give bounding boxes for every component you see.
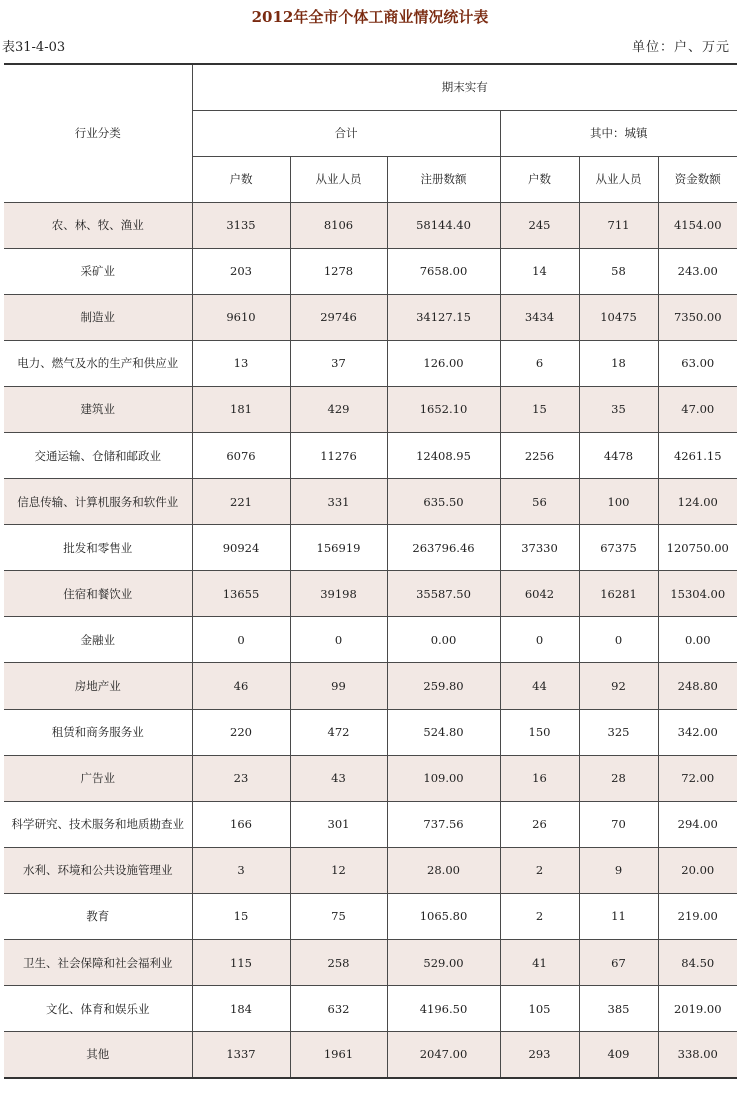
cell-urban-households: 2 xyxy=(500,847,579,893)
row-category: 建筑业 xyxy=(4,386,192,432)
cell-urban-employees: 100 xyxy=(579,479,658,525)
table-row xyxy=(4,202,737,248)
cell-urban-households: 44 xyxy=(500,663,579,709)
cell-households: 90924 xyxy=(192,525,290,571)
cell-employees: 75 xyxy=(290,893,387,939)
cell-employees: 1278 xyxy=(290,248,387,294)
cell-capital-amount: 248.80 xyxy=(658,663,737,709)
cell-registered-amount: 34127.15 xyxy=(387,294,500,340)
cell-urban-households: 2256 xyxy=(500,432,579,478)
cell-urban-employees: 4478 xyxy=(579,432,658,478)
cell-urban-employees: 28 xyxy=(579,755,658,801)
cell-registered-amount: 2047.00 xyxy=(387,1032,500,1078)
cell-urban-households: 15 xyxy=(500,386,579,432)
page-title: 2012年全市个体工商业情况统计表 xyxy=(251,8,489,26)
table-row xyxy=(4,525,737,571)
cell-registered-amount: 0.00 xyxy=(387,617,500,663)
cell-registered-amount: 35587.50 xyxy=(387,571,500,617)
header-group-total: 合计 xyxy=(192,110,500,156)
row-category: 卫生、社会保障和社会福利业 xyxy=(4,940,192,986)
row-category: 租赁和商务服务业 xyxy=(4,709,192,755)
cell-urban-employees: 9 xyxy=(579,847,658,893)
cell-households: 15 xyxy=(192,893,290,939)
cell-capital-amount: 15304.00 xyxy=(658,571,737,617)
cell-urban-employees: 92 xyxy=(579,663,658,709)
header-col-urban-households: 户数 xyxy=(500,156,579,202)
cell-households: 184 xyxy=(192,986,290,1032)
cell-registered-amount: 4196.50 xyxy=(387,986,500,1032)
cell-urban-employees: 0 xyxy=(579,617,658,663)
table-row xyxy=(4,340,737,386)
cell-urban-employees: 67 xyxy=(579,940,658,986)
header-period: 期末实有 xyxy=(192,64,737,110)
row-category: 电力、燃气及水的生产和供应业 xyxy=(4,340,192,386)
table-row xyxy=(4,479,737,525)
cell-households: 3 xyxy=(192,847,290,893)
table-row xyxy=(4,940,737,986)
cell-capital-amount: 4154.00 xyxy=(658,202,737,248)
cell-households: 166 xyxy=(192,801,290,847)
header-col-employees: 从业人员 xyxy=(290,156,387,202)
table-row xyxy=(4,294,737,340)
row-category: 交通运输、仓储和邮政业 xyxy=(4,432,192,478)
cell-urban-households: 105 xyxy=(500,986,579,1032)
table-row xyxy=(4,617,737,663)
cell-urban-households: 16 xyxy=(500,755,579,801)
cell-households: 115 xyxy=(192,940,290,986)
table-row xyxy=(4,432,737,478)
cell-registered-amount: 12408.95 xyxy=(387,432,500,478)
cell-employees: 258 xyxy=(290,940,387,986)
cell-urban-households: 293 xyxy=(500,1032,579,1078)
cell-employees: 39198 xyxy=(290,571,387,617)
table-row xyxy=(4,755,737,801)
cell-employees: 12 xyxy=(290,847,387,893)
cell-households: 6076 xyxy=(192,432,290,478)
cell-urban-employees: 325 xyxy=(579,709,658,755)
table-row xyxy=(4,801,737,847)
row-category: 采矿业 xyxy=(4,248,192,294)
cell-employees: 99 xyxy=(290,663,387,709)
cell-registered-amount: 7658.00 xyxy=(387,248,500,294)
cell-registered-amount: 126.00 xyxy=(387,340,500,386)
cell-registered-amount: 1065.80 xyxy=(387,893,500,939)
header-row-period xyxy=(4,64,737,110)
cell-employees: 11276 xyxy=(290,432,387,478)
cell-households: 9610 xyxy=(192,294,290,340)
cell-registered-amount: 109.00 xyxy=(387,755,500,801)
cell-employees: 43 xyxy=(290,755,387,801)
cell-urban-households: 150 xyxy=(500,709,579,755)
cell-capital-amount: 4261.15 xyxy=(658,432,737,478)
cell-households: 0 xyxy=(192,617,290,663)
cell-urban-households: 41 xyxy=(500,940,579,986)
cell-registered-amount: 737.56 xyxy=(387,801,500,847)
cell-urban-employees: 67375 xyxy=(579,525,658,571)
cell-households: 13655 xyxy=(192,571,290,617)
cell-households: 3135 xyxy=(192,202,290,248)
cell-urban-employees: 409 xyxy=(579,1032,658,1078)
row-category: 金融业 xyxy=(4,617,192,663)
cell-capital-amount: 342.00 xyxy=(658,709,737,755)
cell-households: 23 xyxy=(192,755,290,801)
table-body xyxy=(4,202,737,1078)
cell-urban-employees: 70 xyxy=(579,801,658,847)
cell-employees: 156919 xyxy=(290,525,387,571)
table-row xyxy=(4,663,737,709)
cell-households: 221 xyxy=(192,479,290,525)
row-category: 信息传输、计算机服务和软件业 xyxy=(4,479,192,525)
row-category: 水利、环境和公共设施管理业 xyxy=(4,847,192,893)
row-category: 科学研究、技术服务和地质勘查业 xyxy=(4,801,192,847)
cell-capital-amount: 63.00 xyxy=(658,340,737,386)
row-category: 教育 xyxy=(4,893,192,939)
row-category: 广告业 xyxy=(4,755,192,801)
header-group-urban: 其中：城镇 xyxy=(500,110,737,156)
row-category: 其他 xyxy=(4,1032,192,1078)
statistics-table xyxy=(4,63,737,1079)
cell-employees: 472 xyxy=(290,709,387,755)
cell-urban-employees: 11 xyxy=(579,893,658,939)
row-category: 住宿和餐饮业 xyxy=(4,571,192,617)
cell-employees: 331 xyxy=(290,479,387,525)
header-category: 行业分类 xyxy=(4,64,192,202)
cell-urban-households: 0 xyxy=(500,617,579,663)
cell-urban-households: 56 xyxy=(500,479,579,525)
cell-households: 46 xyxy=(192,663,290,709)
cell-urban-employees: 18 xyxy=(579,340,658,386)
cell-employees: 37 xyxy=(290,340,387,386)
cell-urban-households: 6042 xyxy=(500,571,579,617)
header-col-registered-amount: 注册数额 xyxy=(387,156,500,202)
cell-urban-households: 245 xyxy=(500,202,579,248)
cell-capital-amount: 7350.00 xyxy=(658,294,737,340)
cell-registered-amount: 263796.46 xyxy=(387,525,500,571)
cell-urban-households: 26 xyxy=(500,801,579,847)
table-row xyxy=(4,386,737,432)
cell-urban-households: 37330 xyxy=(500,525,579,571)
table-row xyxy=(4,248,737,294)
table-row xyxy=(4,571,737,617)
cell-households: 220 xyxy=(192,709,290,755)
header-col-capital-amount: 资金数额 xyxy=(658,156,737,202)
row-category: 文化、体育和娱乐业 xyxy=(4,986,192,1032)
cell-urban-households: 6 xyxy=(500,340,579,386)
cell-capital-amount: 294.00 xyxy=(658,801,737,847)
cell-registered-amount: 1652.10 xyxy=(387,386,500,432)
cell-registered-amount: 28.00 xyxy=(387,847,500,893)
cell-capital-amount: 2019.00 xyxy=(658,986,737,1032)
cell-capital-amount: 338.00 xyxy=(658,1032,737,1078)
cell-households: 1337 xyxy=(192,1032,290,1078)
unit-label: 单位：户、万元 xyxy=(631,40,730,55)
cell-urban-employees: 385 xyxy=(579,986,658,1032)
cell-urban-households: 2 xyxy=(500,893,579,939)
row-category: 农、林、牧、渔业 xyxy=(4,202,192,248)
cell-employees: 1961 xyxy=(290,1032,387,1078)
cell-employees: 301 xyxy=(290,801,387,847)
cell-registered-amount: 635.50 xyxy=(387,479,500,525)
cell-capital-amount: 0.00 xyxy=(658,617,737,663)
row-category: 房地产业 xyxy=(4,663,192,709)
row-category: 制造业 xyxy=(4,294,192,340)
table-row xyxy=(4,847,737,893)
cell-urban-employees: 58 xyxy=(579,248,658,294)
header-col-households: 户数 xyxy=(192,156,290,202)
cell-households: 203 xyxy=(192,248,290,294)
cell-capital-amount: 47.00 xyxy=(658,386,737,432)
cell-capital-amount: 219.00 xyxy=(658,893,737,939)
cell-capital-amount: 84.50 xyxy=(658,940,737,986)
cell-registered-amount: 58144.40 xyxy=(387,202,500,248)
cell-urban-employees: 35 xyxy=(579,386,658,432)
cell-urban-employees: 10475 xyxy=(579,294,658,340)
cell-registered-amount: 524.80 xyxy=(387,709,500,755)
cell-capital-amount: 20.00 xyxy=(658,847,737,893)
cell-capital-amount: 243.00 xyxy=(658,248,737,294)
header-col-urban-employees: 从业人员 xyxy=(579,156,658,202)
table-row xyxy=(4,986,737,1032)
cell-registered-amount: 259.80 xyxy=(387,663,500,709)
cell-employees: 29746 xyxy=(290,294,387,340)
cell-households: 13 xyxy=(192,340,290,386)
cell-employees: 632 xyxy=(290,986,387,1032)
table-row xyxy=(4,1032,737,1078)
cell-registered-amount: 529.00 xyxy=(387,940,500,986)
table-row xyxy=(4,893,737,939)
cell-urban-employees: 16281 xyxy=(579,571,658,617)
row-category: 批发和零售业 xyxy=(4,525,192,571)
table-row xyxy=(4,709,737,755)
cell-employees: 429 xyxy=(290,386,387,432)
cell-capital-amount: 124.00 xyxy=(658,479,737,525)
cell-urban-households: 14 xyxy=(500,248,579,294)
cell-capital-amount: 72.00 xyxy=(658,755,737,801)
cell-urban-employees: 711 xyxy=(579,202,658,248)
cell-households: 181 xyxy=(192,386,290,432)
cell-employees: 0 xyxy=(290,617,387,663)
cell-urban-households: 3434 xyxy=(500,294,579,340)
cell-employees: 8106 xyxy=(290,202,387,248)
table-code: 表31-4-03 xyxy=(2,40,66,55)
cell-capital-amount: 120750.00 xyxy=(658,525,737,571)
